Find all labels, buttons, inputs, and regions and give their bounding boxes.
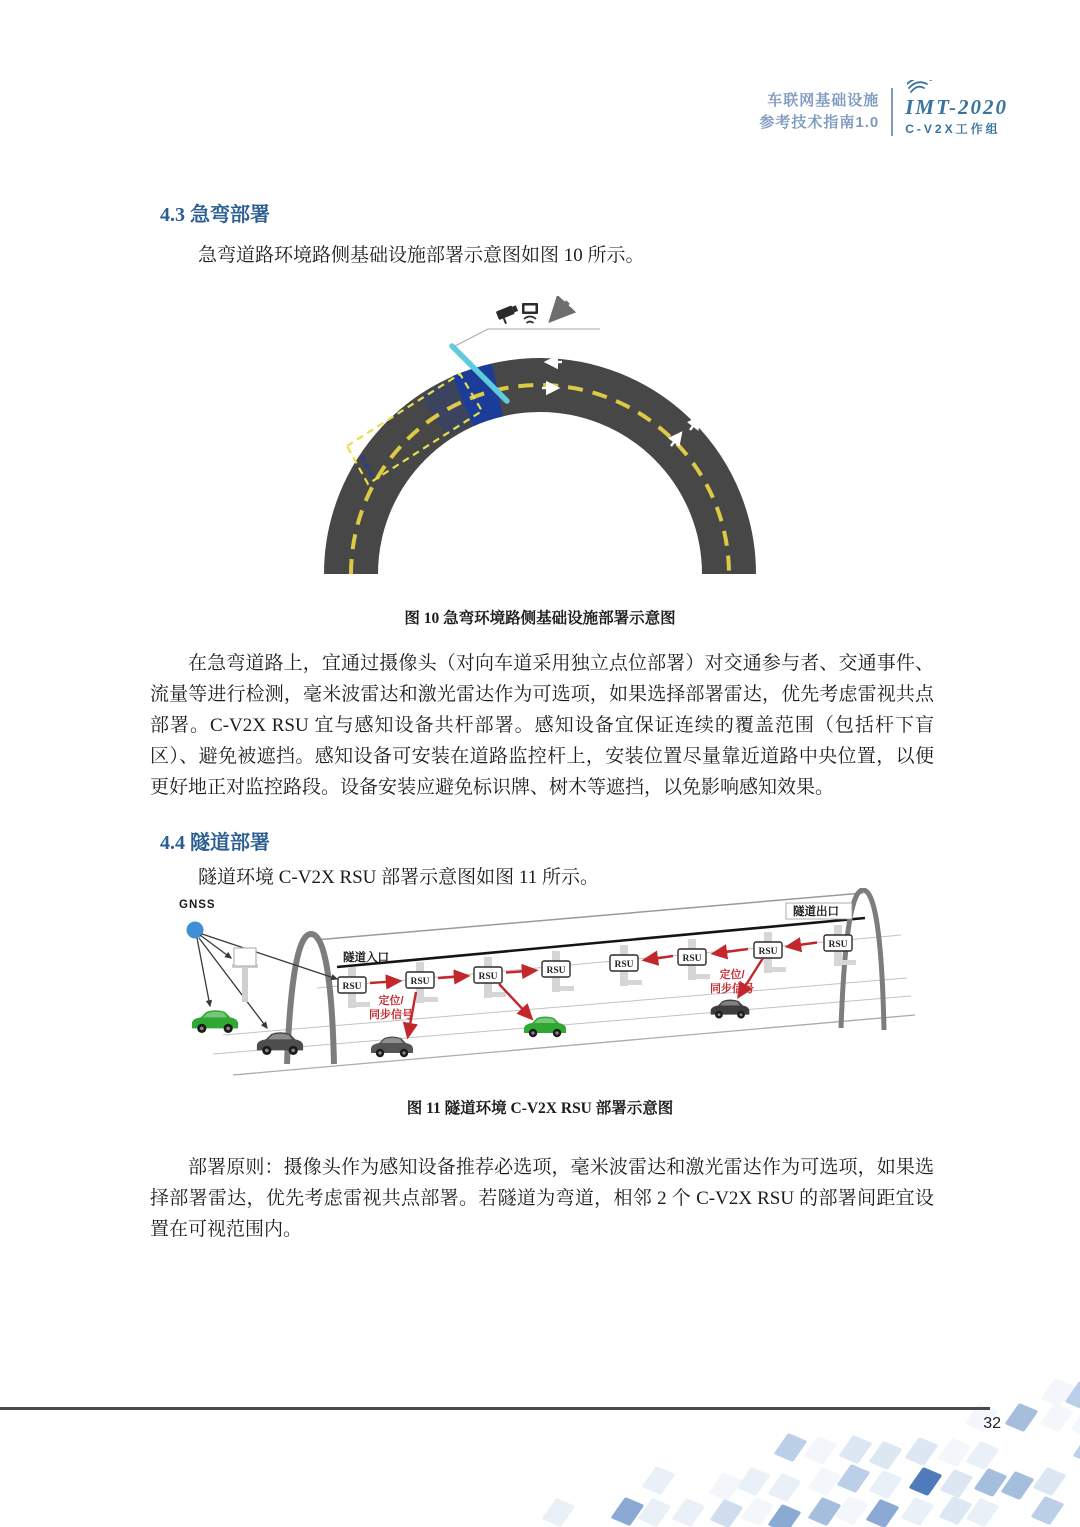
rsu-unit-6 [678,939,710,980]
tunnel-rsu-rail [337,918,865,967]
rsu-label: RSU [614,960,634,970]
sync-signal-label-1a: 定位/ [378,995,404,1007]
leader-line [455,329,600,346]
rsu-unit-8 [824,925,856,966]
green-car-outside [192,1010,238,1033]
section-4-4-body: 部署原则：摄像头作为感知设备推荐必选项，毫米波雷达和激光雷达作为可选项，如果选择部署雷达，优先考虑雷视共点部署。若隧道为弯道，相邻 2 个 C-V2X RSU 的部署间距宜设置在可视范围内。 [150,1157,934,1240]
wifi-arcs-icon [907,80,933,94]
roadside-rsu-pole [232,948,258,1002]
section-4-3-intro: 急弯道路环境路侧基础设施部署示意图如图 10 所示。 [198,245,645,266]
header-divider [891,88,893,136]
rsu-label: RSU [342,982,362,992]
sync-signal-label-3b: 同步信号 [710,983,754,995]
gnss-label: GNSS [179,899,216,911]
tunnel-exit-label: 隧道出口 [793,906,839,918]
footer-rule [0,1407,990,1410]
dark-car-outside [257,1032,303,1055]
section-4-3-body: 在急弯道路上，宜通过摄像头（对向车道采用独立点位部署）对交通参与者、交通事件、流量等进行检测，毫米波雷达和激光雷达作为可选项，如果选择部署雷达，优先考虑雷视共点部署。C-V2X RSU 宜与感知设备共杆部署。感知设备宜保证连续的覆盖范围（包括杆下盲区）、避免被遮挡。感知设备可安装在道路监控杆上，安装位置尽量靠近道路中央位置，以便更好地正对监控路段。设备安装应避免标识牌、树木等遮挡，以免影响感知效果。 [150,653,934,798]
signal-arrow-right-1 [370,981,399,983]
header-title [759,90,879,134]
rsu-unit-1 [338,967,370,1008]
rsu-label: RSU [410,977,430,987]
curved-road [351,385,729,574]
rsu-label: RSU [758,947,778,957]
dark-car-tunnel-2 [711,1000,750,1019]
figure-11-caption: 图 11 隧道环境 C-V2X RSU 部署示意图 [406,1100,674,1117]
camera-icon [496,304,521,326]
sync-signal-label-3a: 定位/ [719,969,745,981]
imt2020-logo [905,86,1008,137]
figure-11-tunnel-diagram [165,888,955,1088]
radar-icon [522,303,538,323]
pointer-arrow-icon [553,302,568,318]
rsu-label: RSU [682,954,702,964]
section-4-4-intro: 隧道环境 C-V2X RSU 部署示意图如图 11 所示。 [198,867,599,888]
rsu-unit-4 [542,951,574,992]
green-car-tunnel [524,1017,566,1038]
figure-10-curve-diagram [300,296,780,588]
tunnel-entrance-label: 隧道入口 [343,952,389,964]
dark-car-tunnel-1 [371,1037,413,1058]
figure-10-caption: 图 10 急弯环境路侧基础设施部署示意图 [404,610,676,627]
rsu-label: RSU [828,940,848,950]
sync-signal-arrow-2 [499,984,531,1018]
footer-mosaic [0,1360,1080,1527]
rsu-label: RSU [546,966,566,976]
rsu-unit-5 [610,945,642,986]
page-header [759,86,1008,137]
logo-main-text: IMT-2020 [905,95,1008,119]
page-number: 32 [983,1415,1001,1432]
rsu-unit-2 [406,962,438,1003]
rsu-unit-3 [474,957,506,998]
gnss-link-green-car [197,938,210,1006]
sync-signal-label-1b: 同步信号 [369,1009,413,1021]
logo-sub-text: C-V2X工作组 [905,122,1001,136]
rsu-label: RSU [478,972,498,982]
tunnel-top-edge [315,893,863,940]
header-title-line2: 参考技术指南1.0 [759,113,880,131]
section-heading-4-4: 4.4 隧道部署 [160,832,270,854]
section-heading-4-3: 4.3 急弯部署 [160,204,270,226]
header-title-line1: 车联网基础设施 [767,91,880,109]
